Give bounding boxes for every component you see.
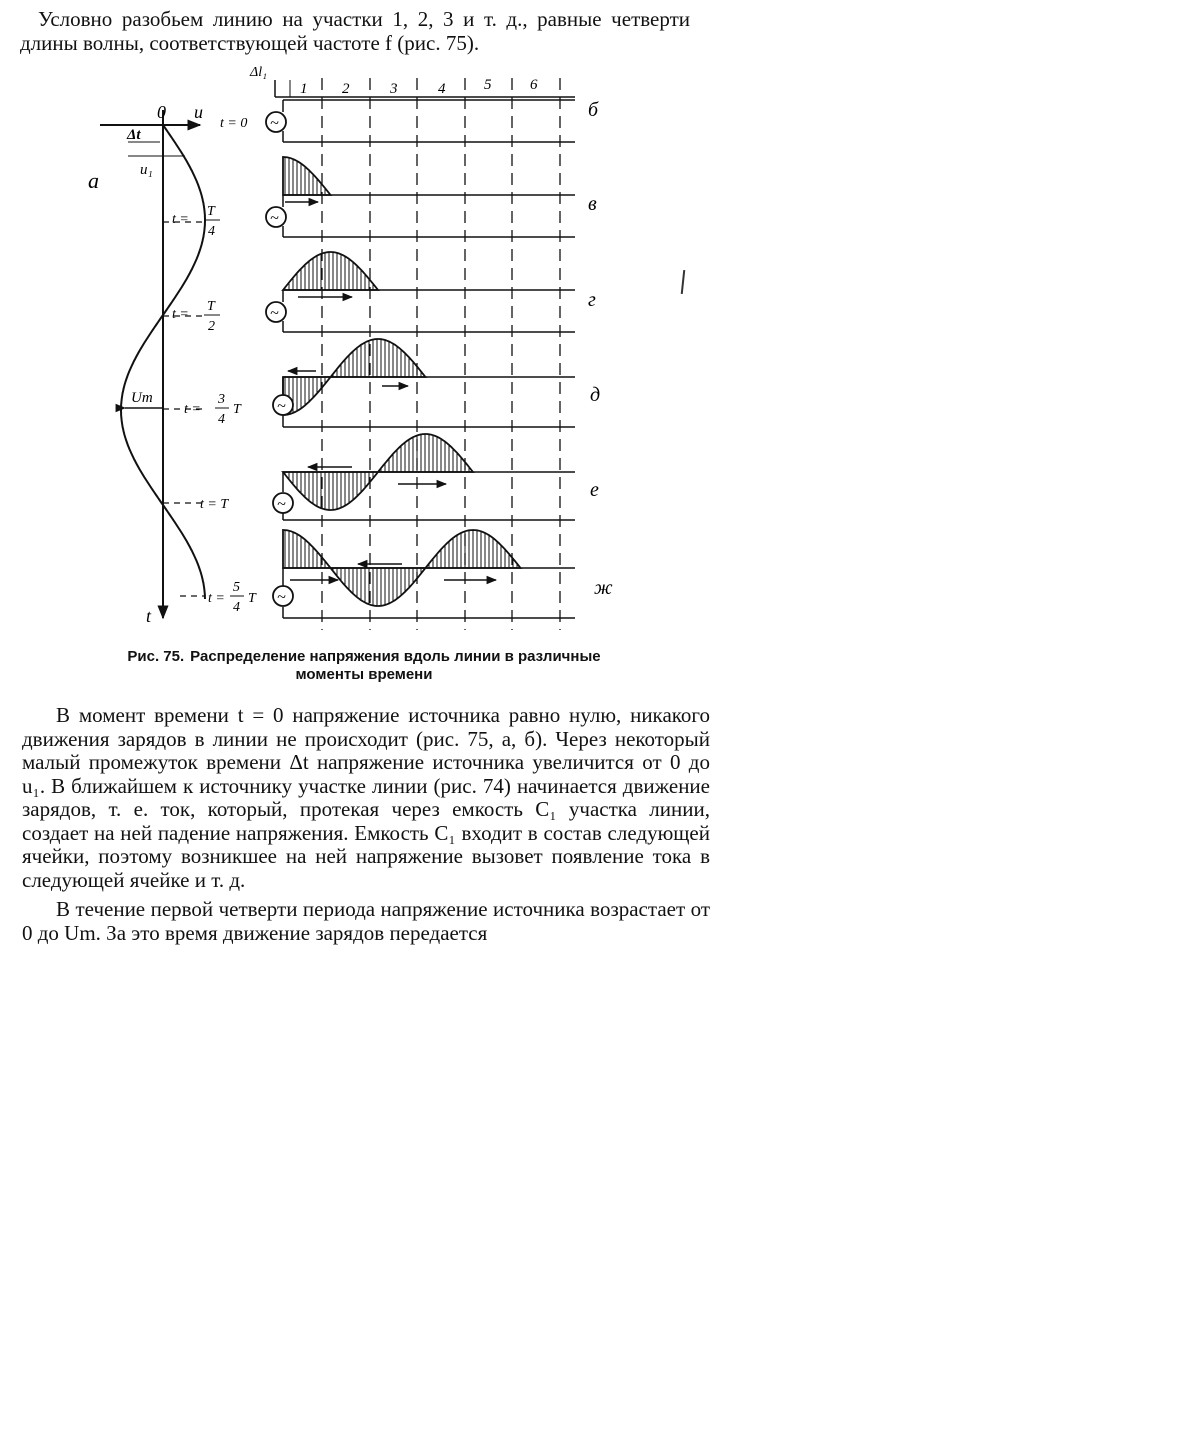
u1-label: u₁ [140,162,153,178]
segment-label: 3 [390,81,398,97]
segment-label: 1 [300,81,308,97]
time-label-zh-post: T [248,591,256,606]
panel-label-zh: ж [594,577,613,599]
panel-v [172,157,597,239]
source-symbol: ~ [277,589,286,606]
caption-number: Рис. 75. [127,648,185,665]
panel-label-b: б [588,99,599,121]
figure-75 [0,0,1191,700]
source-symbol: ~ [277,398,286,415]
time-label-b: t = 0 [220,116,248,131]
source-symbol: ~ [270,210,279,227]
segment-label: 6 [530,77,538,93]
segment-label: 4 [438,81,446,97]
segment-label: 5 [484,77,492,93]
source-symbol: ~ [270,115,279,132]
axis-u-label: u [194,102,203,122]
panel-label-v: в [588,193,597,215]
caption-text: Распределение напряжения вдоль линии в различные моменты времени [190,648,601,683]
time-label-v-den: 4 [208,224,215,239]
time-label-d-post: T [233,402,241,417]
time-label-d: t = [184,402,201,417]
panel-zh [208,530,613,618]
source-symbol: ~ [277,496,286,513]
time-label-d-num: 3 [218,392,225,407]
time-label-g-num: T [207,299,215,314]
panel-label-d: д [590,384,601,406]
body-paragraph-1: В момент времени t = 0 напряжение источника равно нулю, никакого движения зарядов в линии не происходит (рис. 75, а, б). Через некоторый малый промежуток времени Δt напряжение источника увеличится от 0 до u₁. В ближайшем к источнику участке линии (рис. 74) начинается движение зарядов, т. е. ток, который, протекая через емкость C₁ участка линии, создает на ней падение напряжения. Емкость C₁ входит в состав следующей ячейки, поэтому возникшее на ней напряжение вызовет появление тока в следующей ячейке и т. д. [22,703,710,892]
source-symbol: ~ [270,305,279,322]
time-label-g: t = [172,307,189,322]
panel-e [200,434,599,520]
intro-paragraph: Условно разобьем линию на участки 1, 2, 3 и т. д., равные четверти длины волны, соответствующей частоте f (рис. 75). [20,7,690,55]
axis-origin-label: 0 [157,102,166,122]
time-label-v-num: T [207,204,215,219]
delta-t-label: Δt [127,127,141,143]
time-label-zh: t = [208,591,225,606]
um-label: Um [131,390,153,406]
time-label-d-den: 4 [218,412,225,427]
panel-d [184,339,600,427]
panel-a-label: а [88,168,99,193]
segment-label: 2 [342,81,350,97]
panel-a [88,102,205,626]
segment-labels [300,77,538,97]
time-label-zh-den: 4 [233,600,240,615]
time-label-zh-num: 5 [233,580,240,595]
panel-g [172,252,596,334]
figure-caption [100,648,628,684]
panel-label-e: е [590,479,599,501]
panel-label-g: г [588,289,596,311]
panel-b [220,99,599,142]
time-label-g-den: 2 [208,319,215,334]
body-paragraph-2: В течение первой четверти периода напряжение источника возрастает от 0 до Um. За это время движение зарядов передается [22,897,710,945]
time-label-v: t = [172,212,189,227]
delta-l-label: Δl₁ [250,65,267,80]
axis-t-label: t [146,606,152,626]
time-label-e: t = T [200,497,229,512]
line-panels [172,99,613,618]
